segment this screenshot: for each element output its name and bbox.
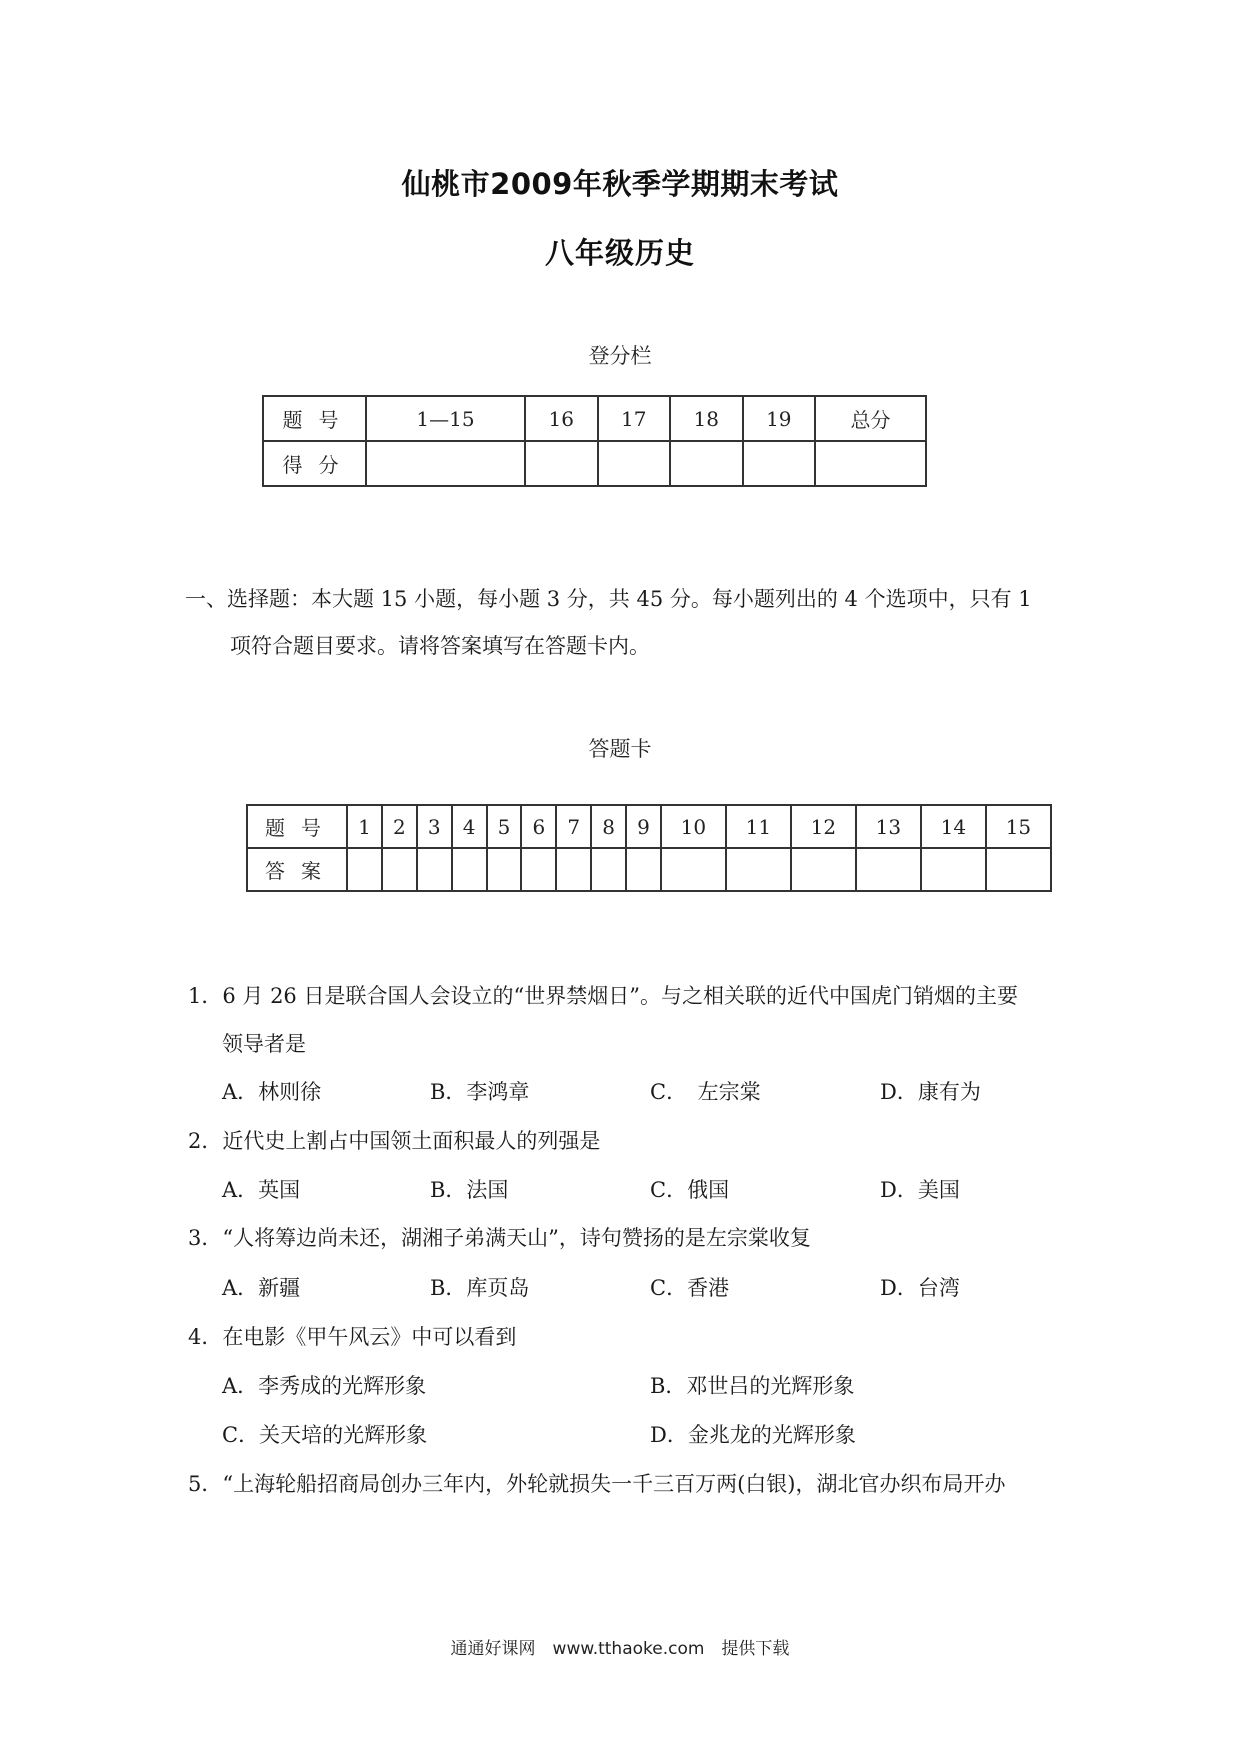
score-cell[interactable] (815, 441, 926, 486)
question-1-stem: 1．6 月 26 日是联合国人会设立的“世界禁烟日”。与之相关联的近代中国虎门销烟的主要 (188, 984, 1018, 1008)
answer-cell[interactable] (986, 848, 1051, 891)
section-instruction-line1: 一、选择题：本大题 15 小题，每小题 3 分，共 45 分。每小题列出的 4 个选项中，只有 1 (185, 587, 1032, 611)
question-3-option-a: A．新疆 (222, 1276, 301, 1300)
answer-col-header: 13 (856, 805, 921, 848)
question-2-option-d: D．美国 (880, 1178, 960, 1202)
answer-cell[interactable] (417, 848, 452, 891)
question-4-option-a: A．李秀成的光辉形象 (222, 1374, 427, 1398)
answer-cell[interactable] (487, 848, 522, 891)
question-2-option-a: A．英国 (222, 1178, 301, 1202)
answer-cell[interactable] (856, 848, 921, 891)
question-1-option-a: A．林则徐 (222, 1080, 322, 1104)
answer-cell[interactable] (726, 848, 791, 891)
answer-col-header: 7 (556, 805, 591, 848)
answer-cell[interactable] (556, 848, 591, 891)
answer-col-header: 6 (521, 805, 556, 848)
score-col-header: 17 (598, 396, 671, 441)
answer-col-header: 12 (791, 805, 856, 848)
score-col-header: 总分 (815, 396, 926, 441)
answer-cell[interactable] (921, 848, 986, 891)
score-cell[interactable] (525, 441, 598, 486)
answer-table-answer-row (247, 848, 1051, 891)
question-3-option-c: C．香港 (650, 1276, 730, 1300)
score-col-header: 18 (670, 396, 743, 441)
page-subtitle: 八年级历史 (544, 236, 695, 270)
answer-col-header: 8 (591, 805, 626, 848)
answer-col-header: 3 (417, 805, 452, 848)
score-col-header: 19 (743, 396, 816, 441)
question-4-option-b: B．邓世吕的光辉形象 (650, 1374, 855, 1398)
answer-col-header: 10 (661, 805, 726, 848)
question-2-option-b: B．法国 (430, 1178, 509, 1202)
score-col-header: 16 (525, 396, 598, 441)
score-table-header-row (263, 396, 926, 441)
score-cell[interactable] (598, 441, 671, 486)
answer-col-header: 1 (347, 805, 382, 848)
score-table-caption: 登分栏 (588, 344, 652, 368)
score-cell[interactable] (670, 441, 743, 486)
question-4-option-d: D．金兆龙的光辉形象 (650, 1423, 856, 1447)
answer-col-header: 9 (626, 805, 661, 848)
page-footer: 通通好课网 www.tthaoke.com 提供下载 (450, 1639, 790, 1659)
answer-card-caption: 答题卡 (588, 737, 652, 761)
answer-col-header: 14 (921, 805, 986, 848)
question-5-stem: 5．“上海轮船招商局创办三年内，外轮就损失一千三百万两(白银)，湖北官办织布局开办 (188, 1472, 1006, 1496)
score-table-score-row (263, 441, 926, 486)
score-table (262, 395, 927, 487)
answer-col-header: 15 (986, 805, 1051, 848)
answer-cell[interactable] (382, 848, 417, 891)
answer-cell[interactable] (791, 848, 856, 891)
question-4-stem: 4．在电影《甲午风云》中可以看到 (188, 1325, 517, 1349)
answer-cell[interactable] (452, 848, 487, 891)
question-2-stem: 2．近代史上割占中国领土面积最人的列强是 (188, 1129, 601, 1153)
answer-cell[interactable] (591, 848, 626, 891)
page-title: 仙桃市2009年秋季学期期末考试 (401, 167, 839, 201)
question-1-stem-continued: 领导者是 (222, 1032, 306, 1056)
section-instruction-line2: 项符合题目要求。请将答案填写在答题卡内。 (230, 634, 650, 658)
answer-cell[interactable] (626, 848, 661, 891)
question-3-stem: 3．“人将筹边尚未还，湖湘子弟满天山”，诗句赞扬的是左宗棠收复 (188, 1226, 811, 1250)
question-1-option-d: D．康有为 (880, 1080, 981, 1104)
answer-col-header: 11 (726, 805, 791, 848)
score-row-label-score: 得分 (263, 441, 366, 486)
answer-row-label-answer: 答案 (247, 848, 347, 891)
question-4-option-c: C．关天培的光辉形象 (222, 1423, 428, 1447)
score-cell[interactable] (743, 441, 816, 486)
answer-cell[interactable] (347, 848, 382, 891)
score-row-label-number: 题号 (263, 396, 366, 441)
answer-col-header: 4 (452, 805, 487, 848)
question-1-option-c: C． 左宗棠 (650, 1080, 761, 1104)
answer-table-header-row (247, 805, 1051, 848)
answer-cell[interactable] (521, 848, 556, 891)
answer-col-header: 2 (382, 805, 417, 848)
question-3-option-b: B．库页岛 (430, 1276, 530, 1300)
answer-card-table (246, 804, 1052, 892)
score-col-header: 1—15 (366, 396, 525, 441)
score-cell[interactable] (366, 441, 525, 486)
answer-row-label-number: 题号 (247, 805, 347, 848)
question-2-option-c: C．俄国 (650, 1178, 730, 1202)
answer-cell[interactable] (661, 848, 726, 891)
question-1-option-b: B．李鸿章 (430, 1080, 530, 1104)
answer-col-header: 5 (487, 805, 522, 848)
question-3-option-d: D．台湾 (880, 1276, 960, 1300)
